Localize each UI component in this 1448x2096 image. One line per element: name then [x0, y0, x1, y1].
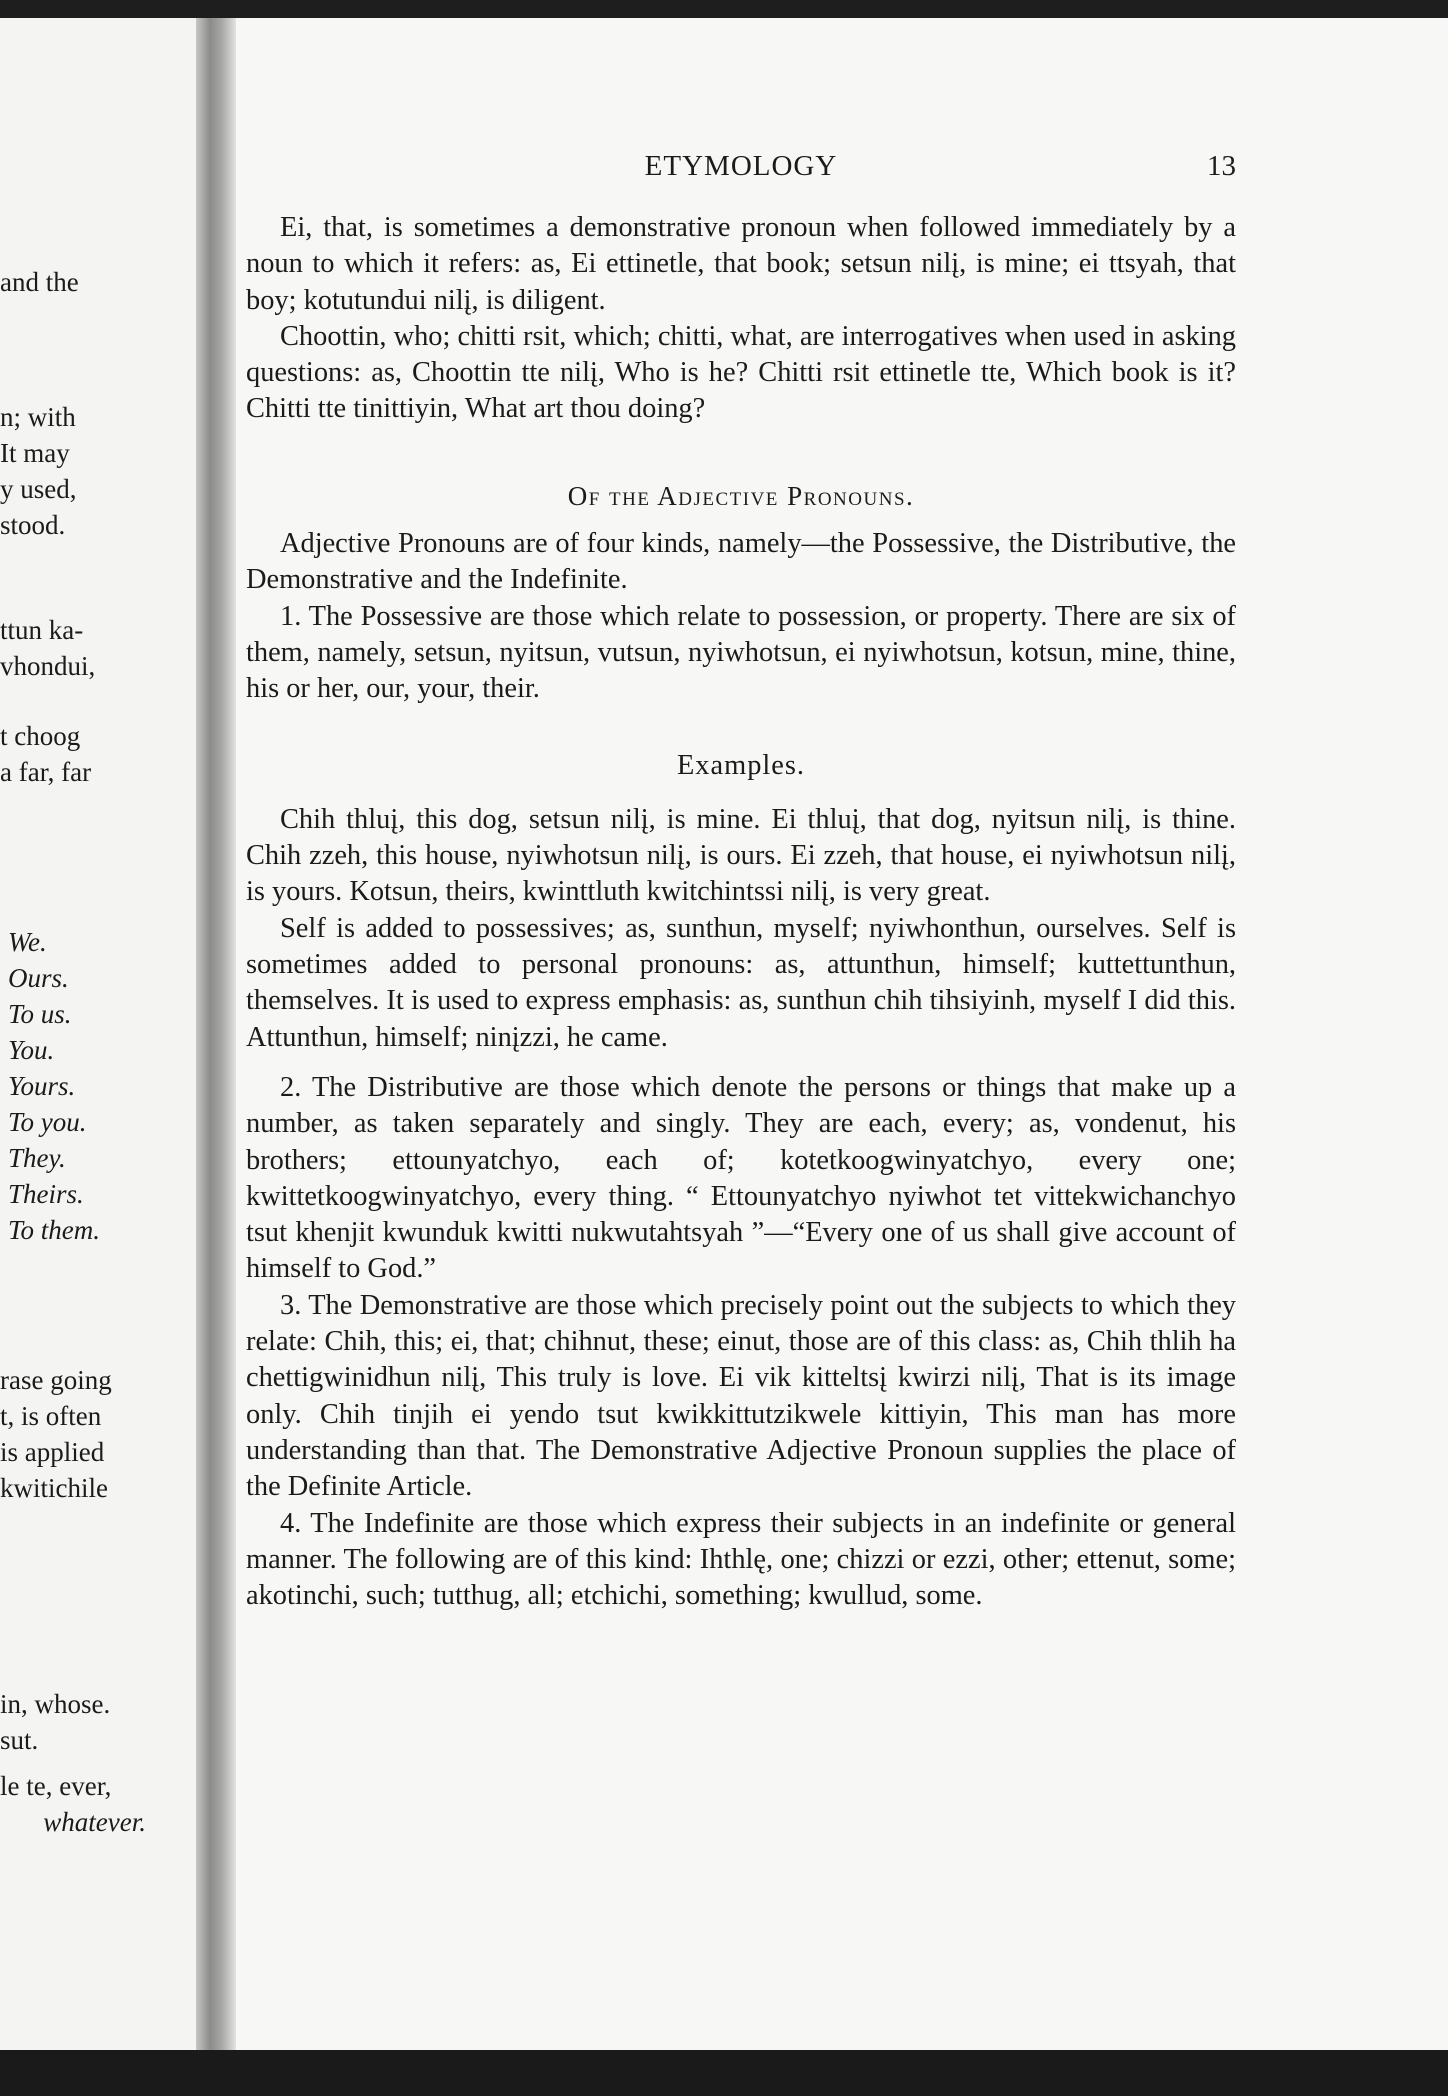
paragraph-examples: Chih thluį, this dog, setsun nilį, is mine. Ei thluį, that dog, nyitsun nilį, is thine. Chih zzeh, this house, nyiwhotsun nilį, is ours. Ei zzeh, that house, ei nyiwhotsun nilį, is yours. Kotsun, theirs, kwinttluth kwitchintssi nilį, is very great.: [246, 803, 1236, 908]
paragraph-demonstrative-ei: Ei, that, is sometimes a demonstrative pronoun when followed immediately by a noun to which it refers: as, Ei ettinetle, that book; setsun nilį, is mine; ei ttsyah, that boy; kotutundui nilį, is diligent.: [246, 212, 1236, 316]
running-head: ETYMOLOGY: [644, 150, 838, 182]
left-page-fragment: You.: [8, 1035, 55, 1065]
left-page-fragment: y used,: [0, 474, 77, 504]
examples-title: Examples.: [676, 749, 806, 781]
left-page-fragment: To us.: [8, 999, 72, 1029]
left-page-fragment: whatever.: [43, 1807, 146, 1837]
paragraph-indefinite: 4. The Indefinite are those which express their subjects in an indefinite or general manner. The following are of this kind: Ihthlę, one; chizzi or ezzi, other; ettenut, some; akotinchi, such; tutthug, all; etchichi, something; kwullud, some.: [246, 1507, 1236, 1612]
left-page-fragment: To them.: [8, 1215, 101, 1245]
paragraph-demonstrative: 3. The Demonstrative are those which precisely point out the subjects to which they relate: Chih, this; ei, that; chihnut, these; einut, those are of this class: as, Chih thlih ha chettigwinidhun nilį, This truly is love. Ei vik kitteltsį kwirzi nilį, That is its image only. Chih tinjih ei yendo tsut kwikkittutzikwele kittiyin, This man has more understanding than that. The Demonstrative Adjective Pronoun supplies the place of the Definite Article.: [246, 1289, 1236, 1503]
left-page-fragment: t choog: [0, 721, 81, 751]
left-page-fragment: in, whose.: [0, 1689, 111, 1719]
left-page-fragment: Theirs.: [8, 1179, 84, 1209]
left-page-fragment: and the: [0, 267, 79, 297]
left-page-fragment: It may: [0, 438, 70, 468]
page-number: 13: [1207, 150, 1236, 182]
scan-bottom-edge: [0, 2050, 1448, 2096]
left-page-fragment: rase going: [0, 1365, 112, 1395]
left-page-fragment: is applied: [0, 1437, 105, 1467]
left-page-fragment: kwitichile: [0, 1473, 108, 1503]
paragraph-possessive: 1. The Possessive are those which relate to possession, or property. There are six of them, namely, setsun, nyitsun, vutsun, nyiwhotsun, ei nyiwhotsun, kotsun, mine, thine, his or her, our, your, their.: [246, 600, 1236, 705]
paragraph-interrogatives: Choottin, who; chitti rsit, which; chitti, what, are interrogatives when used in asking questions: as, Choottin tte nilį, Who is he? Chitti rsit ettinetle tte, Which book is it? Chitti tte tinittiyin, What art thou doing?: [246, 320, 1236, 425]
page-body: [246, 210, 1236, 1614]
left-page-fragment: Yours.: [8, 1071, 76, 1101]
page-header: [246, 144, 1236, 188]
left-page-fragment: vhondui,: [0, 651, 96, 681]
paragraph-self: Self is added to possessives; as, sunthun, myself; nyiwhonthun, ourselves. Self is sometimes added to personal pronouns: as, attunthun, himself; kuttettunthun, themselves. It is used to express emphasis: as, sunthun chih tihsiyinh, myself I did this. Attunthun, himself; ninįzzi, he came.: [246, 912, 1236, 1053]
paragraph-distributive: 2. The Distributive are those which denote the persons or things that make up a number, as taken separately and singly. They are each, every; as, vondenut, his brothers; ettounyatchyo, each of; kotetkoogwinyatchyo, every one; kwittetkoogwinyatchyo, every thing. “ Ettounyatchyo nyiwhot tet vittekwichanchyo tsut khenjit kwunduk kwitti nukwutahtsyah ”—“Every one of us shall give account of himself to God.”: [246, 1071, 1236, 1285]
left-page-fragment: sut.: [0, 1725, 39, 1755]
left-page-fragment: To you.: [8, 1107, 87, 1137]
section-title: Of the Adjective Pronouns.: [567, 480, 915, 511]
left-page-fragment: n; with: [0, 402, 76, 432]
paragraph-adjective-kinds: Adjective Pronouns are of four kinds, namely—the Possessive, the Distributive, the Demonstrative and the Indefinite.: [246, 528, 1236, 596]
left-page: [0, 18, 196, 2068]
left-page-fragment: a far, far: [0, 757, 92, 787]
left-page-fragment: ttun ka-: [0, 615, 84, 645]
book-gutter: [196, 18, 236, 2068]
left-page-fragment: We.: [8, 927, 47, 957]
left-page-fragment: They.: [8, 1143, 66, 1173]
left-page-fragment: Ours.: [8, 963, 69, 993]
left-page-fragment: t, is often: [0, 1401, 102, 1431]
left-page-fragment: le te, ever,: [0, 1771, 112, 1801]
left-page-fragment: stood.: [0, 510, 66, 540]
